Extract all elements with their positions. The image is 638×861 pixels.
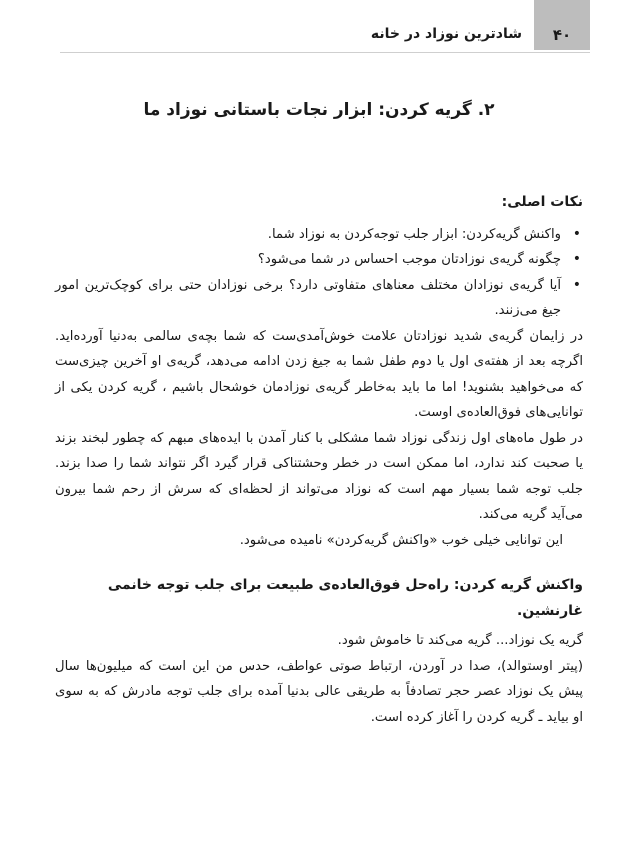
- key-point-item: • چگونه گریه‌ی نوزادتان موجب احساس در شما می‌شود؟: [55, 247, 583, 273]
- page-number-tab: [534, 0, 590, 50]
- page-body: [55, 190, 583, 730]
- body-paragraph: در زایمان گریه‌ی شدید نوزادتان علامت خوش‌آمدی‌ست که شما بچه‌ی سالمی به‌دنیا آورده‌اید. اگرچه بعد از هفته‌ی اول یا دوم طفل شما به جیغ زدن ادامه می‌دهد، گریه‌ی او آخرین چیزی‌ست که می‌خواهید بشنوید! اما ما باید به‌خاطر گریه‌ی نوزادمان خوشحال باشیم ، گریه کردن یکی از توانایی‌های فوق‌العاده‌ی اوست.: [55, 328, 583, 420]
- section-paragraph: گریه یک نوزاد... گریه می‌کند تا خاموش شود.: [337, 633, 583, 648]
- body-paragraph: در طول ماه‌های اول زندگی نوزاد شما مشکلی با کنار آمدن با ایده‌های مبهم که چطور لبخند بزند یا صحبت کند ندارد، اما ممکن است در خطر وحشتناکی قرار گیرد اگر نتواند شما را صدا بزند. جلب توجه شما بسیار مهم است که نوزاد می‌تواند از لحظه‌ای که سرش از رحم شما بیرون می‌آید گریه می‌کند.: [55, 430, 583, 522]
- key-point-item: • آیا گریه‌ی نوزادان مختلف معناهای متفاوتی دارد؟ برخی نوزادان حتی برای کوچک‌ترین امور جیغ می‌زنند.: [55, 273, 583, 324]
- key-points-list: [55, 222, 583, 324]
- key-point-item: • واکنش گریه‌کردن: ابزار جلب توجه‌کردن به نوزاد شما.: [55, 222, 583, 248]
- body-paragraph: این توانایی خیلی خوب «واکنش گریه‌کردن» نامیده می‌شود.: [239, 532, 563, 548]
- key-points-label: نکات اصلی:: [501, 194, 583, 210]
- page-number: ۴۰: [552, 26, 572, 44]
- running-title: شادترین نوزاد در خانه: [370, 26, 522, 42]
- section-paragraph: (پیتر اوستوالد)، صدا در آوردن، ارتباط صوتی عواطف، حدس من این است که میلیون‌ها سال پیش یک نوزاد عصر حجر تصادفاً به طریقی عالی بدنیا آمده برای جلب توجه مادرش که به سوی او بیاید ـ گریه کردن را آغاز کرده است.: [55, 658, 583, 725]
- running-header: [60, 0, 590, 53]
- section-heading: واکنش گریه کردن: راه‌حل فوق‌العاده‌ی طبیعت برای جلب توجه خانمی غارنشین.: [107, 577, 583, 619]
- chapter-title: ۲. گریه کردن: ابزار نجات باستانی نوزاد ما: [143, 100, 495, 120]
